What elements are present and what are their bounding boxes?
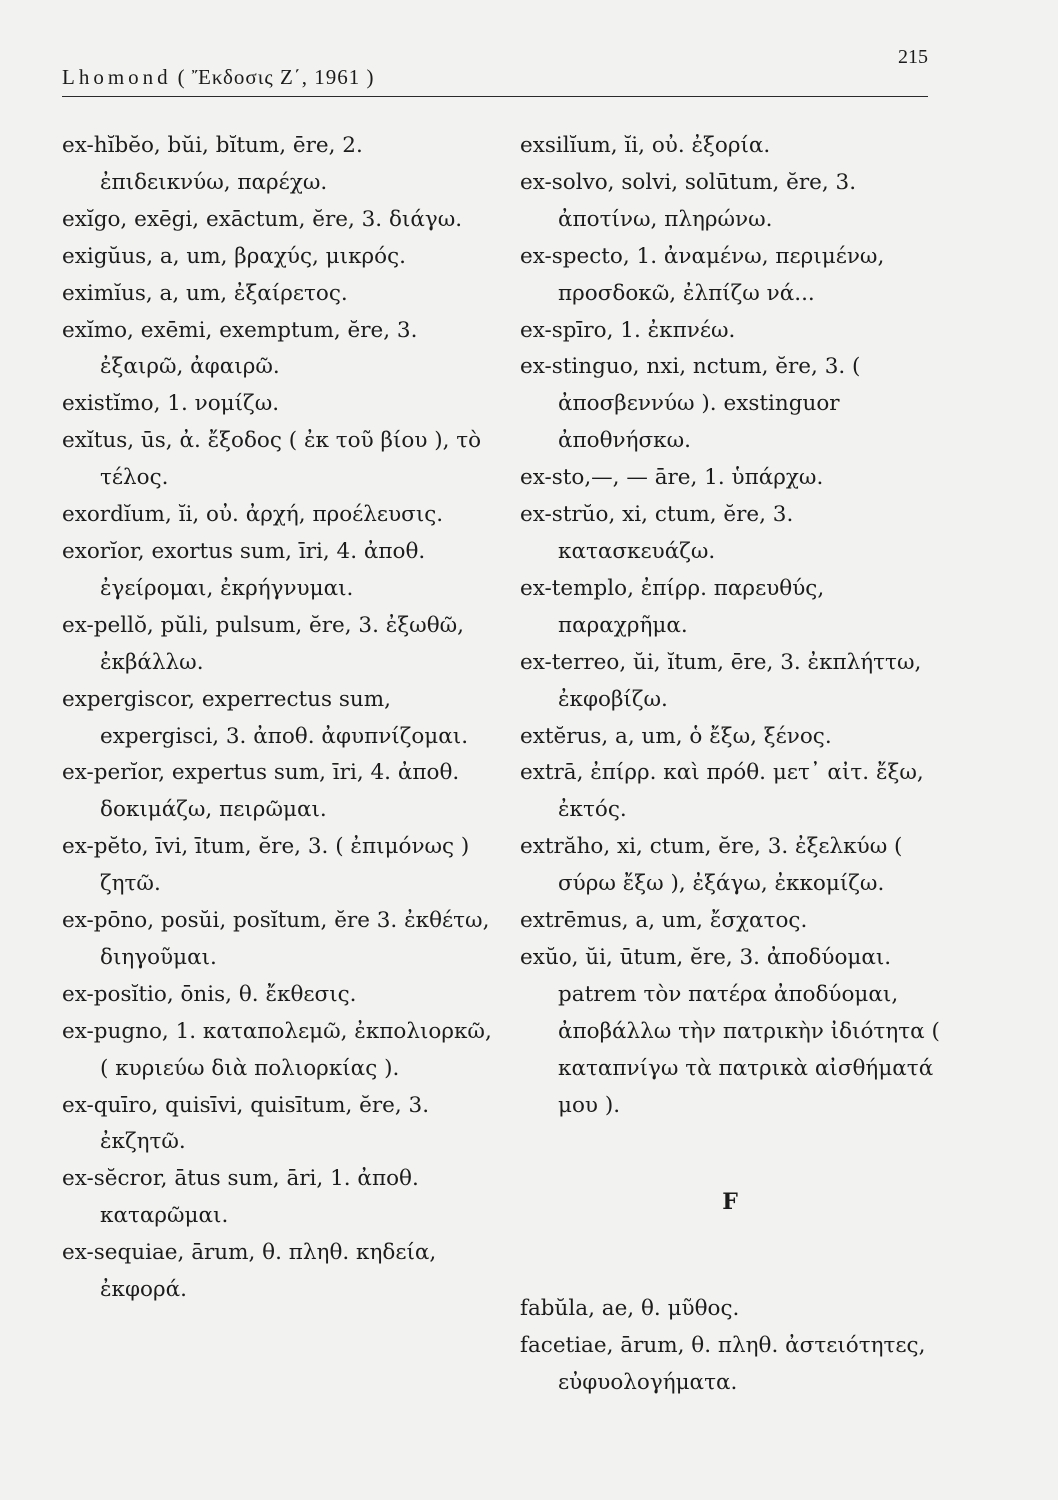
dictionary-entry: ex-sequiae, ārum, θ. πληθ. κηδεία, ἐκφορά. [62,1240,437,1303]
dictionary-entry: exordĭum, ĭi, οὐ. ἀρχή, προέλευσις. [62,502,444,528]
dictionary-entry: ex-stinguo, nxi, nctum, ĕre, 3. ( ἀποσβεννύω ). exstinguor ἀποθνήσκω. [520,354,861,454]
dictionary-entry: ex-sto,—, — āre, 1. ὑπάρχω. [520,465,824,491]
right-column [520,128,940,1402]
dictionary-entry: existĭmo, 1. νομίζω. [62,391,280,417]
dictionary-entry: exŭo, ŭi, ūtum, ĕre, 3. ἀποδύομαι. patrem τὸν πατέρα ἀποδύομαι, ἀποβάλλω τὴν πατρικὴν ἰδιότητα ( καταπνίγω τὰ πατρικὰ αἰσθήματά μου ). [520,944,940,1118]
book-title: Lhomond [62,65,172,89]
dictionary-entry: eximĭus, a, um, ἐξαίρετος. [62,280,348,306]
page-number: 215 [898,46,928,68]
dictionary-entry: exsilĭum, ĭi, οὐ. ἐξορία. [520,133,771,158]
edition-note: ( Ἔκδοσις Ζ΄, 1961 ) [177,65,375,89]
dictionary-entry: extrăho, xi, ctum, ĕre, 3. ἐξελκύω ( σύρω ἔξω ), ἐξάγω, ἐκκομίζω. [520,834,903,897]
left-column [62,128,492,1309]
dictionary-entry: ex-pōno, posŭi, posĭtum, ĕre 3. ἐκθέτω, διηγοῦμαι. [62,908,490,970]
dictionary-entry: ex-pĕto, īvi, ītum, ĕre, 3. ( ἐπιμόνως ) ζητῶ. [62,834,470,897]
dictionary-entry: ex-pellŏ, pŭli, pulsum, ĕre, 3. ἐξωθῶ, ἐκβάλλω. [62,612,465,675]
dictionary-entry: exĭtus, ūs, ἀ. ἔξοδος ( ἐκ τοῦ βίου ), τὸ τέλος. [62,428,482,491]
dictionary-entry: ex-posĭtio, ōnis, θ. ἔκθεσις. [62,981,357,1007]
dictionary-entry: facetiae, ārum, θ. πληθ. ἀστειότητες, εὐφυολογήματα. [520,1333,926,1396]
dictionary-entry: ex-spīro, 1. ἐκπνέω. [520,317,736,343]
dictionary-entry: exĭgo, exēgi, exāctum, ĕre, 3. διάγω. [62,206,463,232]
dictionary-entry: extĕrus, a, um, ὁ ἔξω, ξένος. [520,723,832,749]
dictionary-entry: exorĭor, exortus sum, īri, 4. ἀποθ. ἐγείρομαι, ἐκρήγνυμαι. [62,538,426,601]
dictionary-entry: ex-terreo, ŭi, ĭtum, ēre, 3. ἐκπλήττω, ἐκφοβίζω. [520,649,922,712]
dictionary-entry: extrā, ἐπίρρ. καὶ πρόθ. μετ᾽ αἰτ. ἔξω, ἐκτός. [520,760,924,823]
dictionary-entry: ex-strŭo, xi, ctum, ĕre, 3. κατασκευάζω. [520,502,794,564]
dictionary-entry: ex-hĭbĕo, bŭi, bĭtum, ēre, 2. ἐπιδεικνύω, παρέχω. [62,133,363,195]
dictionary-entry: exigŭus, a, um, βραχύς, μικρός. [62,243,406,269]
dictionary-entry: exĭmo, exēmi, exemptum, ĕre, 3. ἐξαιρῶ, ἀφαιρῶ. [62,317,418,380]
header-title [62,65,375,90]
dictionary-entry: ex-quīro, quisīvi, quisītum, ĕre, 3. ἐκζητῶ. [62,1092,430,1155]
dictionary-entry: extrēmus, a, um, ἔσχατος. [520,908,808,934]
dictionary-entry: fabŭla, ae, θ. μῦθος. [520,1296,740,1322]
dictionary-entry: expergiscor, experrectus sum, expergisci, 3. ἀποθ. ἀφυπνίζομαι. [62,686,469,749]
dictionary-entry: ex-sĕcror, ātus sum, āri, 1. ἀποθ. καταρῶμαι. [62,1166,419,1229]
dictionary-entry: ex-solvo, solvi, solūtum, ĕre, 3. ἀποτίνω, πληρώνω. [520,169,857,232]
dictionary-entry: ex-templo, ἐπίρρ. παρευθύς, παραχρῆμα. [520,575,825,638]
dictionary-entry: ex-perĭor, expertus sum, īri, 4. ἀποθ. δοκιμάζω, πειρῶμαι. [62,760,460,823]
section-letter-heading: F [722,1189,738,1216]
dictionary-entry: ex-pugno, 1. καταπολεμῶ, ἐκπολιορκῶ, ( κυριεύω διὰ πολιορκίας ). [62,1018,492,1081]
dictionary-entry: ex-specto, 1. ἀναμένω, περιμένω, προσδοκῶ, ἐλπίζω νά... [520,243,885,306]
running-header [62,46,928,97]
